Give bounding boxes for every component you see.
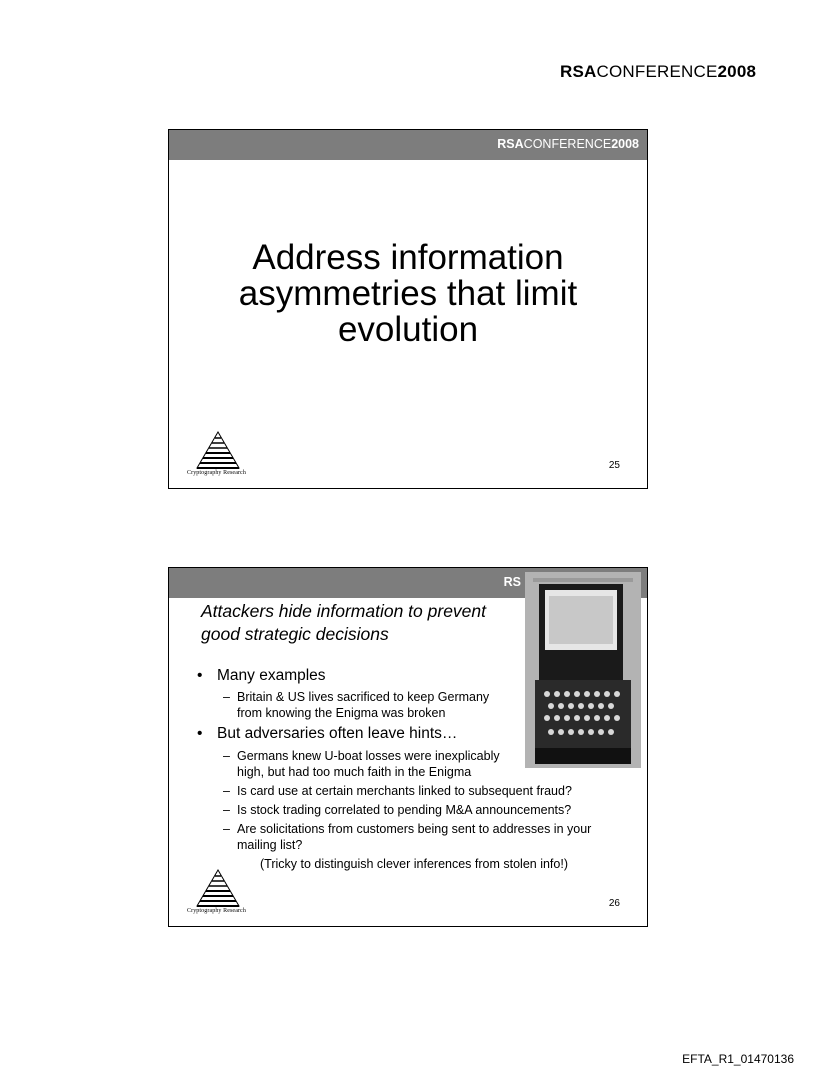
slide-number: 25	[608, 460, 620, 471]
sub-text: Are solicitations from customers being sent to addresses in your	[237, 822, 592, 836]
bullet-item	[197, 667, 326, 685]
sub-text: Germans knew U-boat losses were inexplicably	[237, 749, 500, 763]
bullet-dot: •	[197, 725, 203, 742]
enigma-image	[525, 572, 641, 768]
bullet-text: Many examples	[217, 667, 326, 684]
bullet-text: But adversaries often leave hints…	[217, 725, 458, 742]
pyramid-icon	[187, 430, 249, 470]
sub-text: Is card use at certain merchants linked to subsequent fraud?	[237, 784, 572, 798]
logo-conference: CONFERENCE	[596, 62, 718, 81]
logo-conference: CONFERENCE	[523, 137, 612, 151]
logo-year: 2008	[717, 62, 757, 81]
bullet-item	[197, 725, 457, 743]
logo-rsa: RSA	[497, 137, 524, 151]
sub-dash: –	[223, 749, 230, 763]
logo-year: 2008	[611, 137, 639, 151]
document-id: EFTA_R1_01470136	[682, 1052, 794, 1066]
sub-text: Britain & US lives sacrificed to keep Germany	[237, 690, 490, 704]
cryptography-research-logo	[187, 430, 249, 480]
slide-header-logo-partial: RS	[503, 575, 521, 589]
enigma-machine-photo	[525, 572, 641, 768]
sub-text: Is stock trading correlated to pending M&A announcements?	[237, 803, 572, 817]
sub-dash: –	[223, 784, 230, 798]
sub-text: mailing list?	[237, 838, 303, 852]
pyramid-icon	[187, 868, 249, 908]
title-line: evolution	[337, 310, 479, 349]
title-line: good strategic decisions	[201, 624, 389, 644]
cryptography-research-logo	[187, 868, 249, 918]
slide-header-logo	[497, 137, 639, 151]
bullet-dot: •	[197, 667, 203, 684]
page-header-logo	[560, 62, 756, 82]
sub-dash: –	[223, 803, 230, 817]
slide-25	[168, 129, 648, 489]
slide-note: (Tricky to distinguish clever inferences from stolen info!)	[260, 857, 568, 871]
slide-header-bar	[169, 130, 647, 160]
slide-26	[168, 567, 648, 927]
sub-dash: –	[223, 690, 230, 704]
brand-text: Cryptography Research	[187, 470, 246, 476]
title-line: asymmetries that limit	[238, 274, 578, 313]
slide-title	[169, 240, 647, 348]
title-line: Address information	[252, 238, 564, 277]
slide-title	[201, 600, 521, 646]
sub-text: from knowing the Enigma was broken	[237, 706, 446, 720]
logo-rsa: RSA	[560, 62, 597, 81]
sub-dash: –	[223, 822, 230, 836]
sub-text: high, but had too much faith in the Enigma	[237, 765, 472, 779]
brand-text: Cryptography Research	[187, 908, 246, 914]
title-line: Attackers hide information to prevent	[201, 601, 487, 621]
slide-number: 26	[608, 898, 620, 909]
